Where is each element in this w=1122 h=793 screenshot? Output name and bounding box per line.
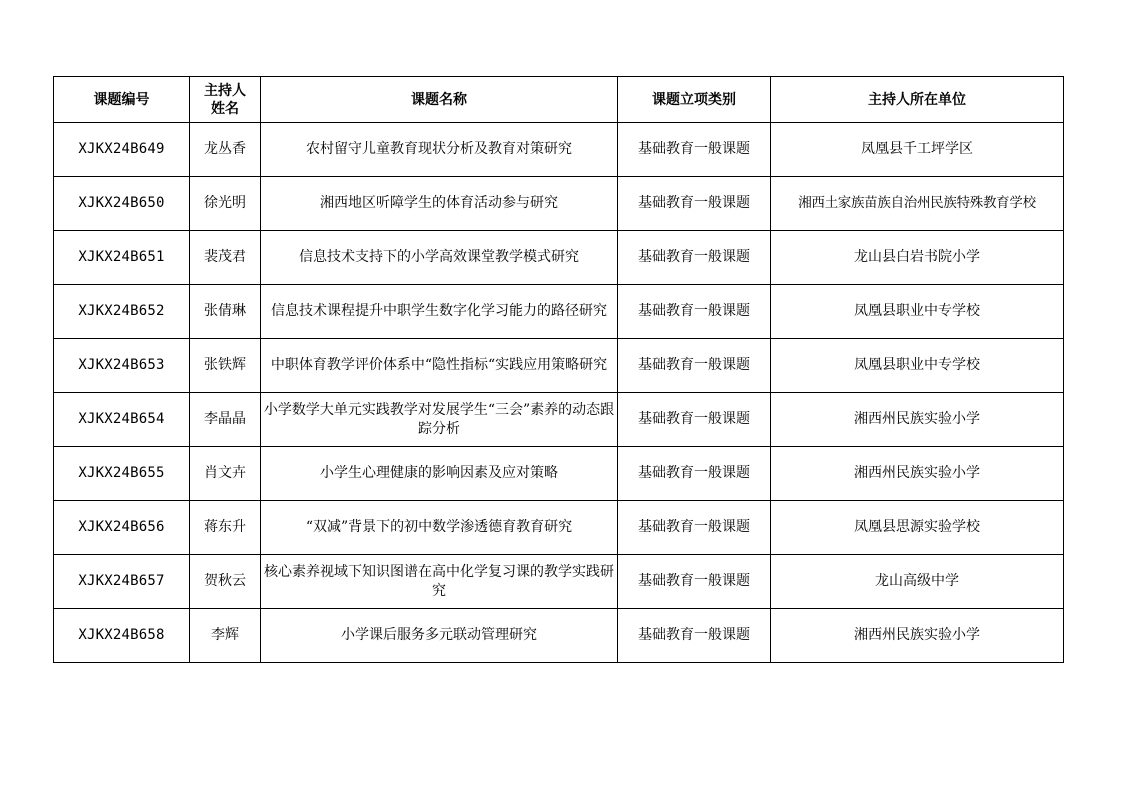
cell-unit: 龙山县白岩书院小学 [771, 231, 1064, 285]
cell-title: 农村留守儿童教育现状分析及教育对策研究 [261, 123, 618, 177]
cell-host: 龙丛香 [190, 123, 261, 177]
table-row [54, 177, 1064, 231]
table-row [54, 393, 1064, 447]
table-row [54, 339, 1064, 393]
cell-unit: 凤凰县思源实验学校 [771, 501, 1064, 555]
cell-unit: 湘西州民族实验小学 [771, 447, 1064, 501]
table-row [54, 285, 1064, 339]
cell-code: XJKX24B655 [54, 447, 190, 501]
cell-code: XJKX24B651 [54, 231, 190, 285]
cell-category: 基础教育一般课题 [618, 231, 771, 285]
header-code: 课题编号 [54, 77, 190, 123]
cell-host: 徐光明 [190, 177, 261, 231]
cell-category: 基础教育一般课题 [618, 609, 771, 663]
table-row [54, 123, 1064, 177]
project-table [53, 76, 1064, 663]
header-host-name-text: 主持人 姓名 [204, 82, 246, 117]
cell-category: 基础教育一般课题 [618, 393, 771, 447]
cell-category: 基础教育一般课题 [618, 555, 771, 609]
cell-unit: 湘西州民族实验小学 [771, 393, 1064, 447]
cell-title: 核心素养视域下知识图谱在高中化学复习课的教学实践研究 [261, 555, 618, 609]
cell-code: XJKX24B650 [54, 177, 190, 231]
cell-unit: 凤凰县职业中专学校 [771, 339, 1064, 393]
cell-code: XJKX24B657 [54, 555, 190, 609]
table-row [54, 609, 1064, 663]
cell-code: XJKX24B656 [54, 501, 190, 555]
cell-host: 张铁辉 [190, 339, 261, 393]
header-row [54, 77, 1064, 123]
cell-unit: 龙山高级中学 [771, 555, 1064, 609]
cell-unit: 湘西土家族苗族自治州民族特殊教育学校 [771, 177, 1064, 231]
cell-unit: 凤凰县千工坪学区 [771, 123, 1064, 177]
cell-code: XJKX24B652 [54, 285, 190, 339]
cell-category: 基础教育一般课题 [618, 123, 771, 177]
cell-host: 贺秋云 [190, 555, 261, 609]
header-host-name [190, 77, 261, 123]
cell-category: 基础教育一般课题 [618, 447, 771, 501]
cell-code: XJKX24B654 [54, 393, 190, 447]
cell-title: “双减”背景下的初中数学渗透德育教育研究 [261, 501, 618, 555]
table-row [54, 501, 1064, 555]
cell-title: 中职体育教学评价体系中“隐性指标“实践应用策略研究 [261, 339, 618, 393]
cell-code: XJKX24B653 [54, 339, 190, 393]
table-row [54, 231, 1064, 285]
header-unit: 主持人所在单位 [771, 77, 1064, 123]
cell-code: XJKX24B658 [54, 609, 190, 663]
cell-category: 基础教育一般课题 [618, 177, 771, 231]
cell-host: 李辉 [190, 609, 261, 663]
cell-title: 小学生心理健康的影响因素及应对策略 [261, 447, 618, 501]
cell-title: 湘西地区听障学生的体育活动参与研究 [261, 177, 618, 231]
cell-unit: 凤凰县职业中专学校 [771, 285, 1064, 339]
cell-host: 李晶晶 [190, 393, 261, 447]
cell-title: 小学数学大单元实践教学对发展学生“三会”素养的动态跟踪分析 [261, 393, 618, 447]
cell-title: 信息技术支持下的小学高效课堂教学模式研究 [261, 231, 618, 285]
header-category: 课题立项类别 [618, 77, 771, 123]
cell-host: 裴茂君 [190, 231, 261, 285]
project-table-sheet [53, 76, 1063, 663]
cell-title: 小学课后服务多元联动管理研究 [261, 609, 618, 663]
header-title: 课题名称 [261, 77, 618, 123]
cell-title: 信息技术课程提升中职学生数字化学习能力的路径研究 [261, 285, 618, 339]
cell-code: XJKX24B649 [54, 123, 190, 177]
cell-host: 肖文卉 [190, 447, 261, 501]
cell-host: 张倩琳 [190, 285, 261, 339]
cell-unit: 湘西州民族实验小学 [771, 609, 1064, 663]
cell-category: 基础教育一般课题 [618, 339, 771, 393]
cell-category: 基础教育一般课题 [618, 501, 771, 555]
cell-category: 基础教育一般课题 [618, 285, 771, 339]
table-row [54, 555, 1064, 609]
table-row [54, 447, 1064, 501]
cell-host: 蒋东升 [190, 501, 261, 555]
